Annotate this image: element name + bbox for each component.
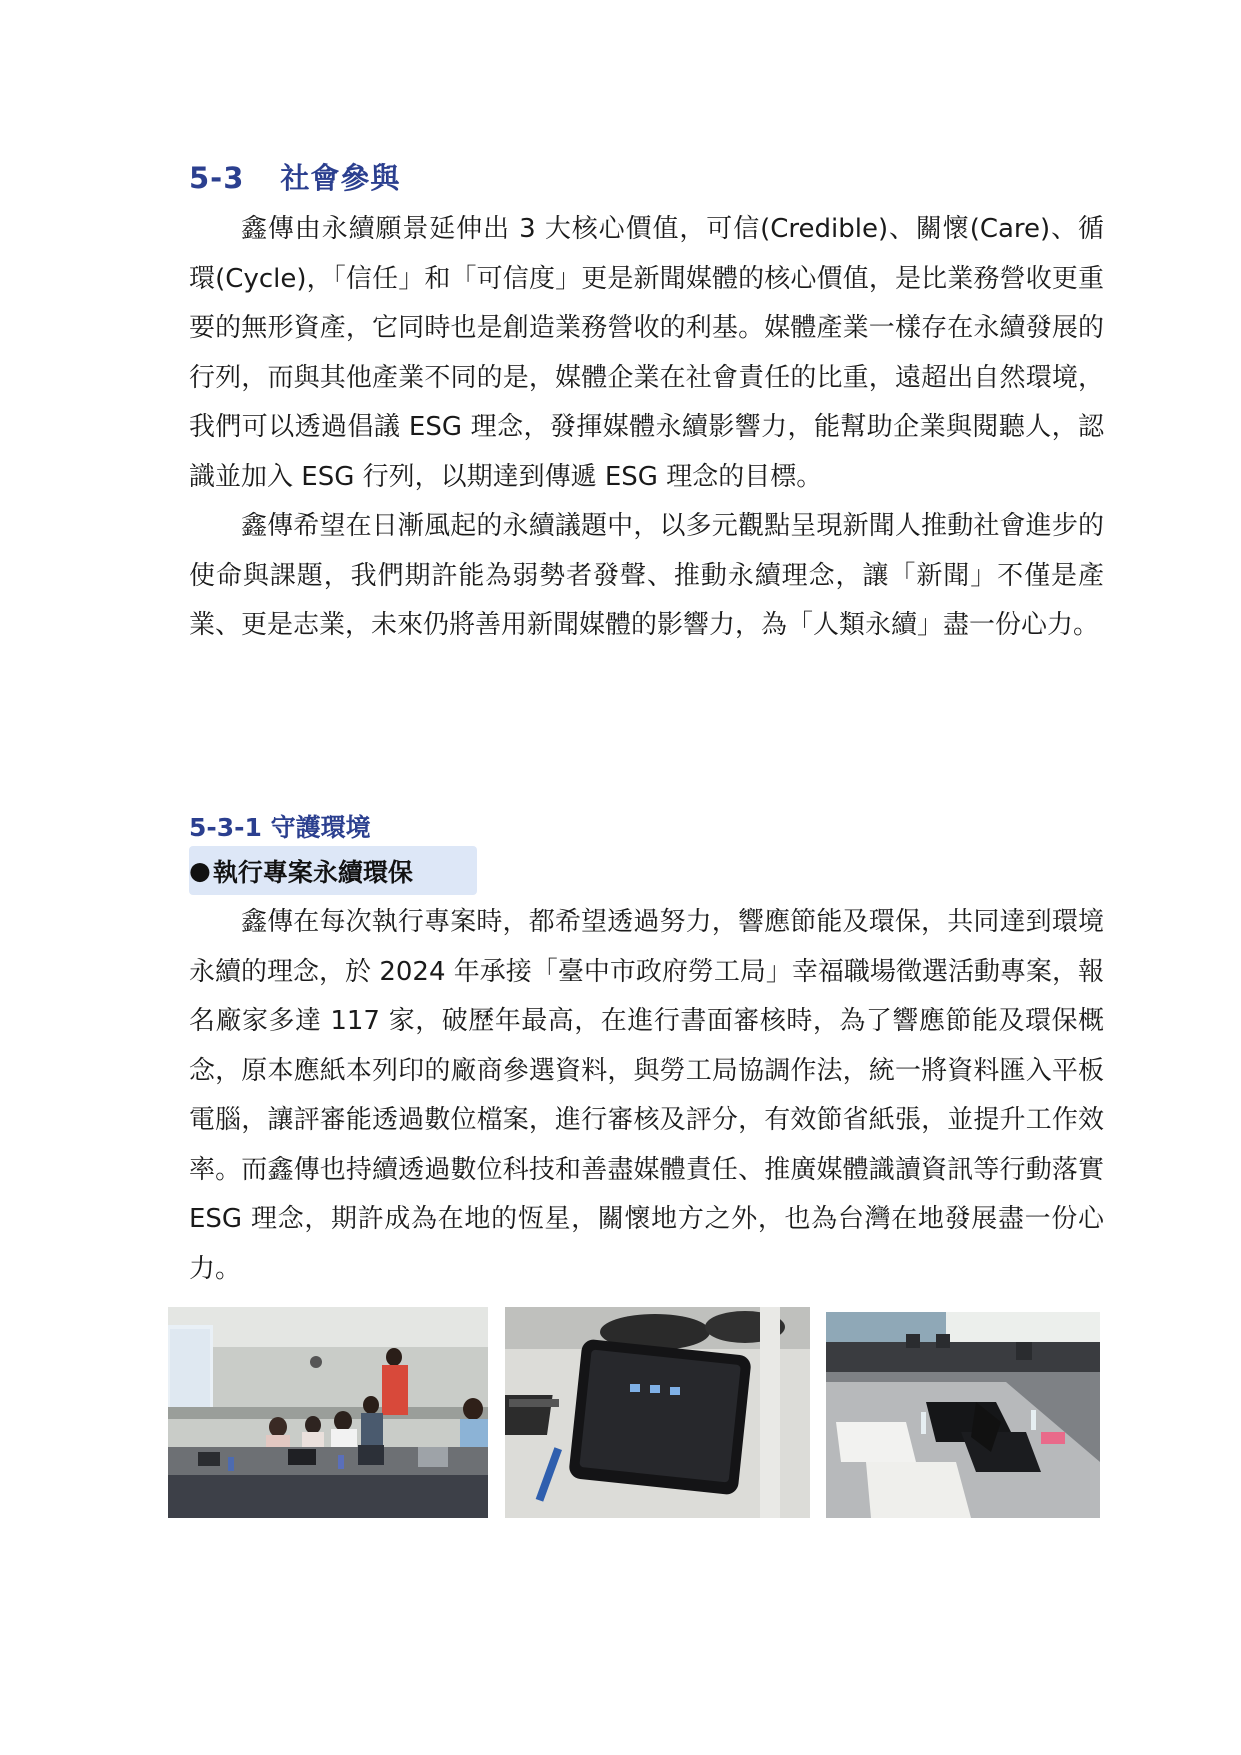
highlight-label-box [189, 846, 477, 895]
meeting-room-photo [168, 1307, 488, 1518]
subsection-paragraph: 鑫傳在每次執行專案時，都希望透過努力，響應節能及環保，共同達到環境永續的理念，於 2024 年承接「臺中市政府勞工局」幸福職場徵選活動專案，報名廠家多達 117 家，破歷年最高，在進行書面審核時，為了響應節能及環保概念，原本應紙本列印的廠商參選資料，與勞工局協調作法，統一將資料匯入平板電腦，讓評審能透過數位檔案，進行審核及評分，有效節省紙張，並提升工作效率。而鑫傳也持續透過數位科技和善盡媒體責任、推廣媒體識讀資訊等行動落實 ESG 理念，期許成為在地的恆星，關懷地方之外，也為台灣在地發展盡一份心力。 [189, 907, 1104, 1284]
highlight-label: 執行專案永續環保 [212, 857, 413, 887]
section-number: 5-3 [189, 161, 245, 195]
conference-table-photo [826, 1312, 1100, 1518]
bullet-icon: ● [189, 856, 211, 885]
section-heading [189, 156, 400, 197]
subsection-heading: 5-3-1 守護環境 [189, 813, 371, 842]
intro-paragraph-2: 鑫傳希望在日漸風起的永續議題中，以多元觀點呈現新聞人推動社會進步的使命與課題，我們期許能為弱勢者發聲、推動永續理念，讓「新聞」不僅是產業、更是志業，未來仍將善用新聞媒體的影響力，為「人類永續」盡一份心力。 [189, 511, 1104, 640]
subsection-text [189, 898, 1104, 1294]
intro-paragraph-1: 鑫傳由永續願景延伸出 3 大核心價值，可信(Credible)、關懷(Care)、循環(Cycle)，「信任」和「可信度」更是新聞媒體的核心價值，是比業務營收更重要的無形資產，它同時也是創造業務營收的利基。媒體產業一樣存在永續發展的行列，而與其他產業不同的是，媒體企業在社會責任的比重，遠超出自然環境，我們可以透過倡議 ESG 理念，發揮媒體永續影響力，能幫助企業與閱聽人，認識並加入 ESG 行列，以期達到傳遞 ESG 理念的目標。 [189, 214, 1104, 492]
tablet-photo [505, 1307, 810, 1518]
section-title: 社會參與 [280, 161, 401, 195]
intro-text [189, 205, 1104, 651]
